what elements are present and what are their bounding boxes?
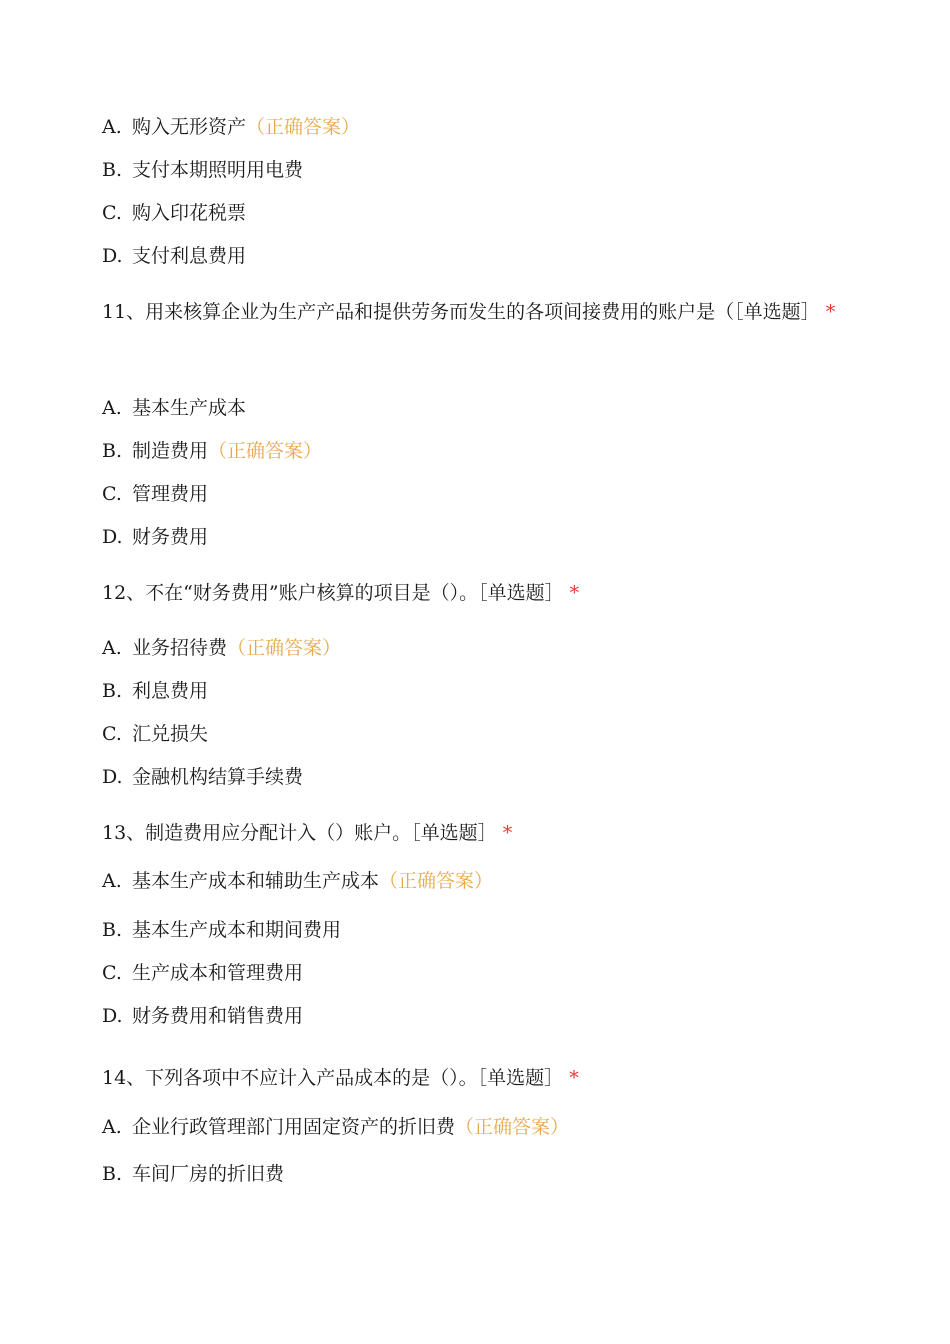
option-q14-a[interactable] bbox=[102, 1114, 569, 1140]
question-12-title bbox=[102, 580, 579, 606]
required-star: * bbox=[825, 301, 836, 323]
option-letter: C. bbox=[102, 483, 122, 505]
question-11-title bbox=[102, 291, 842, 333]
correct-answer-tag: （正确答案） bbox=[208, 440, 323, 462]
option-letter: C. bbox=[102, 202, 122, 224]
option-q12-b[interactable] bbox=[102, 678, 208, 704]
option-text: 制造费用 bbox=[132, 440, 209, 462]
option-q12-c[interactable] bbox=[102, 721, 208, 747]
option-q11-d[interactable] bbox=[102, 524, 208, 550]
option-text: 财务费用 bbox=[132, 526, 209, 548]
question-text: 11、用来核算企业为生产产品和提供劳务而发生的各项间接费用的账户是（［单选题］ bbox=[102, 301, 820, 323]
option-q13-b[interactable] bbox=[102, 917, 341, 943]
option-text: 车间厂房的折旧费 bbox=[132, 1163, 285, 1185]
option-text: 管理费用 bbox=[132, 483, 209, 505]
question-text: 12、不在“财务费用”账户核算的项目是（）。［单选题］ bbox=[102, 582, 564, 604]
option-q10-a[interactable] bbox=[102, 114, 360, 140]
correct-answer-tag: （正确答案） bbox=[379, 870, 494, 892]
option-q11-b[interactable] bbox=[102, 438, 322, 464]
option-text: 购入印花税票 bbox=[132, 202, 247, 224]
required-star: * bbox=[502, 822, 513, 844]
option-text: 企业行政管理部门用固定资产的折旧费 bbox=[132, 1116, 456, 1138]
question-13-title bbox=[102, 820, 512, 846]
option-text: 生产成本和管理费用 bbox=[132, 962, 304, 984]
option-letter: B. bbox=[102, 159, 123, 181]
option-text: 汇兑损失 bbox=[132, 723, 209, 745]
question-14-title bbox=[102, 1065, 579, 1091]
option-q10-b[interactable] bbox=[102, 157, 303, 183]
option-letter: C. bbox=[102, 962, 122, 984]
option-q10-d[interactable] bbox=[102, 243, 246, 269]
option-text: 支付本期照明用电费 bbox=[132, 159, 304, 181]
correct-answer-tag: （正确答案） bbox=[455, 1116, 570, 1138]
option-q12-a[interactable] bbox=[102, 635, 341, 661]
option-q12-d[interactable] bbox=[102, 764, 303, 790]
option-letter: B. bbox=[102, 440, 123, 462]
option-letter: B. bbox=[102, 1163, 123, 1185]
required-star: * bbox=[569, 1067, 579, 1089]
option-letter: C. bbox=[102, 723, 122, 745]
option-letter: A. bbox=[102, 870, 122, 892]
option-letter: A. bbox=[102, 116, 122, 138]
option-q11-c[interactable] bbox=[102, 481, 208, 507]
correct-answer-tag: （正确答案） bbox=[227, 637, 342, 659]
option-letter: D. bbox=[102, 1005, 123, 1027]
option-q14-b[interactable] bbox=[102, 1161, 284, 1187]
required-star: * bbox=[569, 582, 580, 604]
option-letter: B. bbox=[102, 680, 123, 702]
question-text: 14、下列各项中不应计入产品成本的是（）。［单选题］ bbox=[102, 1067, 564, 1089]
option-text: 基本生产成本 bbox=[132, 397, 247, 419]
option-text: 基本生产成本和辅助生产成本 bbox=[132, 870, 380, 892]
option-letter: A. bbox=[102, 637, 122, 659]
option-text: 金融机构结算手续费 bbox=[132, 766, 304, 788]
option-letter: D. bbox=[102, 526, 123, 548]
option-text: 支付利息费用 bbox=[132, 245, 247, 267]
option-q13-d[interactable] bbox=[102, 1003, 303, 1029]
option-q11-a[interactable] bbox=[102, 395, 246, 421]
option-letter: B. bbox=[102, 919, 123, 941]
option-q10-c[interactable] bbox=[102, 200, 246, 226]
option-text: 利息费用 bbox=[132, 680, 209, 702]
option-text: 基本生产成本和期间费用 bbox=[132, 919, 342, 941]
option-text: 购入无形资产 bbox=[132, 116, 247, 138]
option-text: 财务费用和销售费用 bbox=[132, 1005, 304, 1027]
option-q13-c[interactable] bbox=[102, 960, 303, 986]
option-letter: A. bbox=[102, 397, 122, 419]
option-letter: D. bbox=[102, 766, 123, 788]
option-letter: A. bbox=[102, 1116, 122, 1138]
question-text: 13、制造费用应分配计入（）账户。［单选题］ bbox=[102, 822, 497, 844]
option-text: 业务招待费 bbox=[132, 637, 228, 659]
option-letter: D. bbox=[102, 245, 123, 267]
option-q13-a[interactable] bbox=[102, 868, 493, 894]
correct-answer-tag: （正确答案） bbox=[246, 116, 361, 138]
